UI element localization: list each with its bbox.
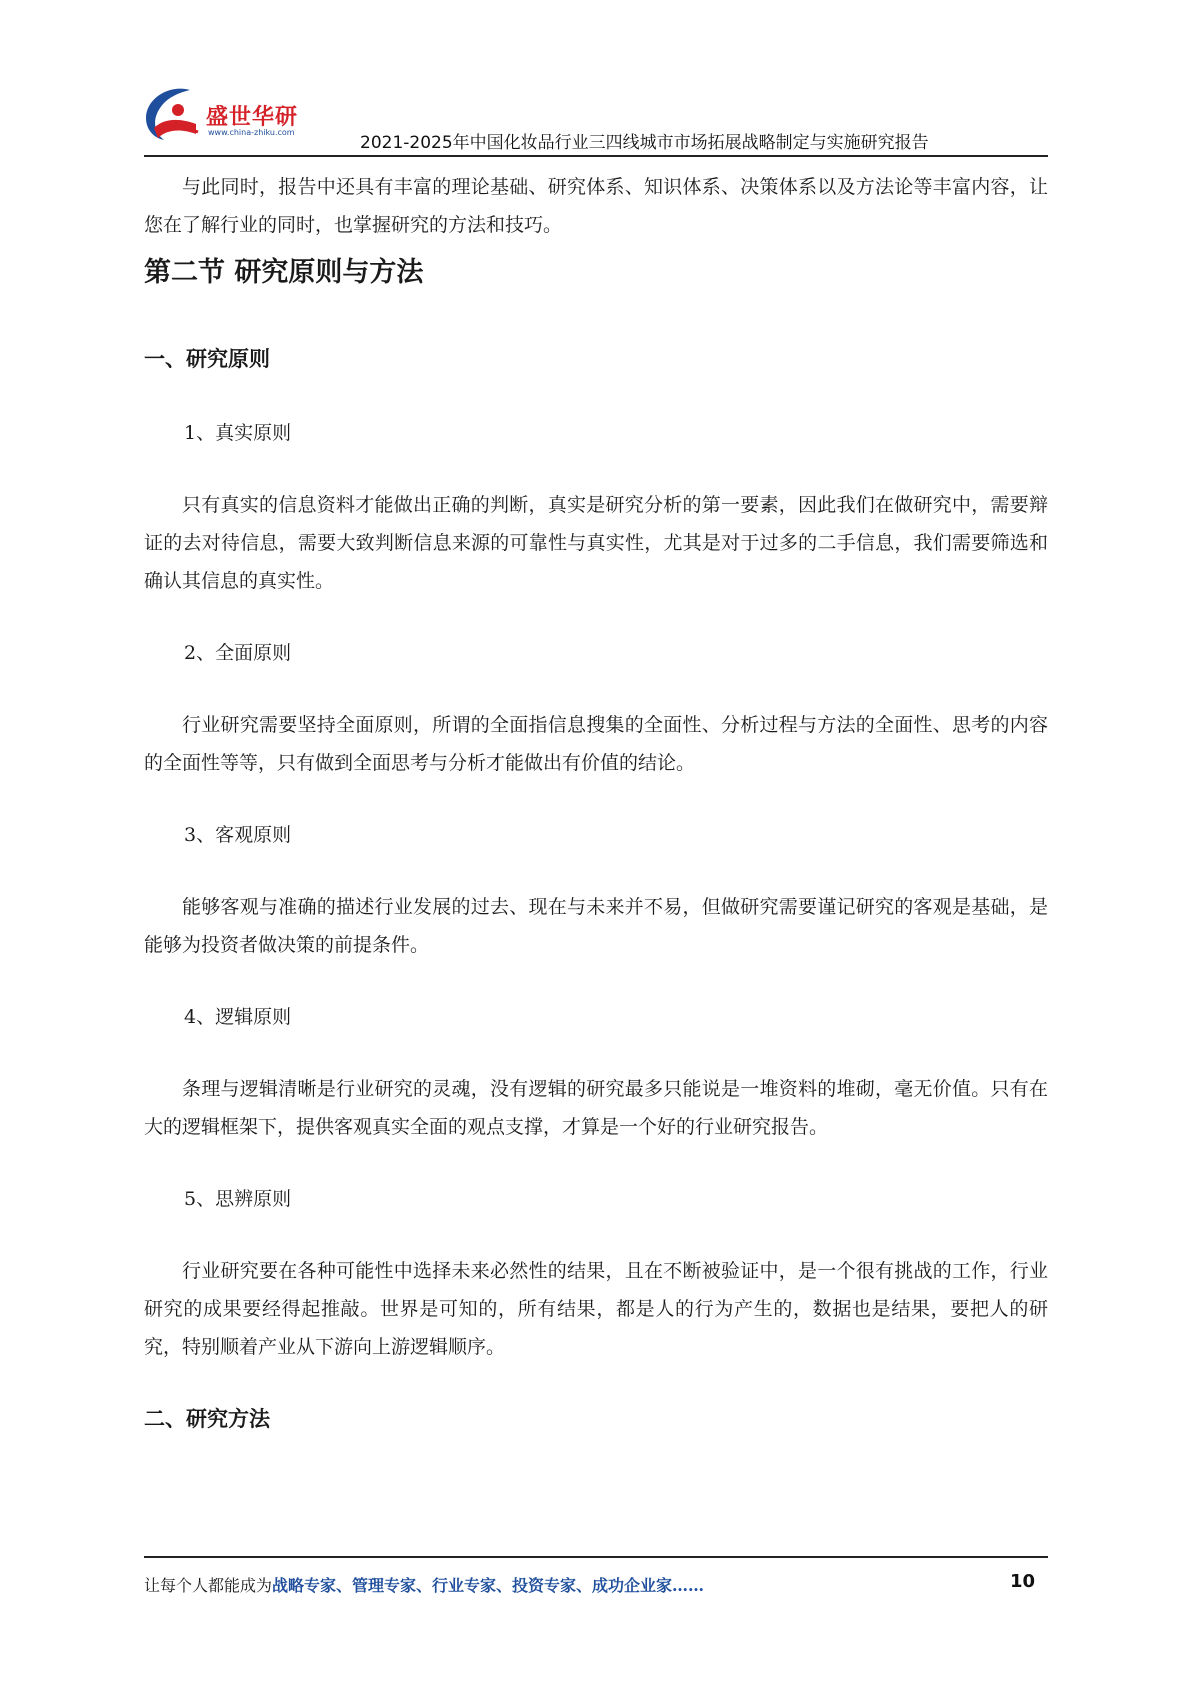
principle-text: 条理与逻辑清晰是行业研究的灵魂，没有逻辑的研究最多只能说是一堆资料的堆砌，毫无价值。只有在大的逻辑框架下，提供客观真实全面的观点支撑，才算是一个好的行业研究报告。 [144,1078,1048,1138]
principle-text: 行业研究要在各种可能性中选择未来必然性的结果，且在不断被验证中，是一个很有挑战的工作，行业研究的成果要经得起推敲。世界是可知的，所有结果，都是人的行为产生的，数据也是结果，要把人的研究，特别顺着产业从下游向上游逻辑顺序。 [144,1260,1048,1358]
company-logo [140,84,310,148]
principle-text: 只有真实的信息资料才能做出正确的判断，真实是研究分析的第一要素，因此我们在做研究中，需要辩证的去对待信息，需要大致判断信息来源的可靠性与真实性，尤其是对于过多的二手信息，我们需要筛选和确认其信息的真实性。 [144,494,1048,592]
report-title: 2021-2025年中国化妆品行业三四线城市市场拓展战略制定与实施研究报告 [360,133,929,153]
intro-paragraph: 与此同时，报告中还具有丰富的理论基础、研究体系、知识体系、决策体系以及方法论等丰富内容，让您在了解行业的同时，也掌握研究的方法和技巧。 [144,176,1048,236]
subsection-title-principles: 一、研究原则 [144,347,270,371]
principle-title: 1、真实原则 [184,422,292,444]
footer-divider [144,1556,1048,1558]
footer-slogan-lead: 让每个人都能成为 [144,1576,273,1595]
principle-title: 2、全面原则 [184,642,292,664]
page-header [0,0,1191,160]
section-title: 第二节 研究原则与方法 [144,257,424,288]
page-content [144,168,1048,1438]
principle-title: 4、逻辑原则 [184,1006,292,1028]
principle-text: 能够客观与准确的描述行业发展的过去、现在与未来并不易，但做研究需要谨记研究的客观是基础，是能够为投资者做决策的前提条件。 [144,896,1048,956]
footer-slogan-roles: 战略专家、管理专家、行业专家、投资专家、成功企业家…… [272,1576,705,1595]
logo-text: 盛世华研 [206,105,299,130]
principle-title: 5、思辨原则 [184,1188,292,1210]
logo-url: www.china-zhiku.com [208,128,295,137]
page-number: 10 [1010,1571,1036,1592]
principle-title: 3、客观原则 [184,824,292,846]
logo-emblem-icon [140,84,210,148]
header-divider [144,155,1048,157]
subsection-title-methods: 二、研究方法 [144,1407,270,1431]
principle-text: 行业研究需要坚持全面原则，所谓的全面指信息搜集的全面性、分析过程与方法的全面性、思考的内容的全面性等等，只有做到全面思考与分析才能做出有价值的结论。 [144,714,1048,774]
footer-slogan [144,1573,704,1596]
